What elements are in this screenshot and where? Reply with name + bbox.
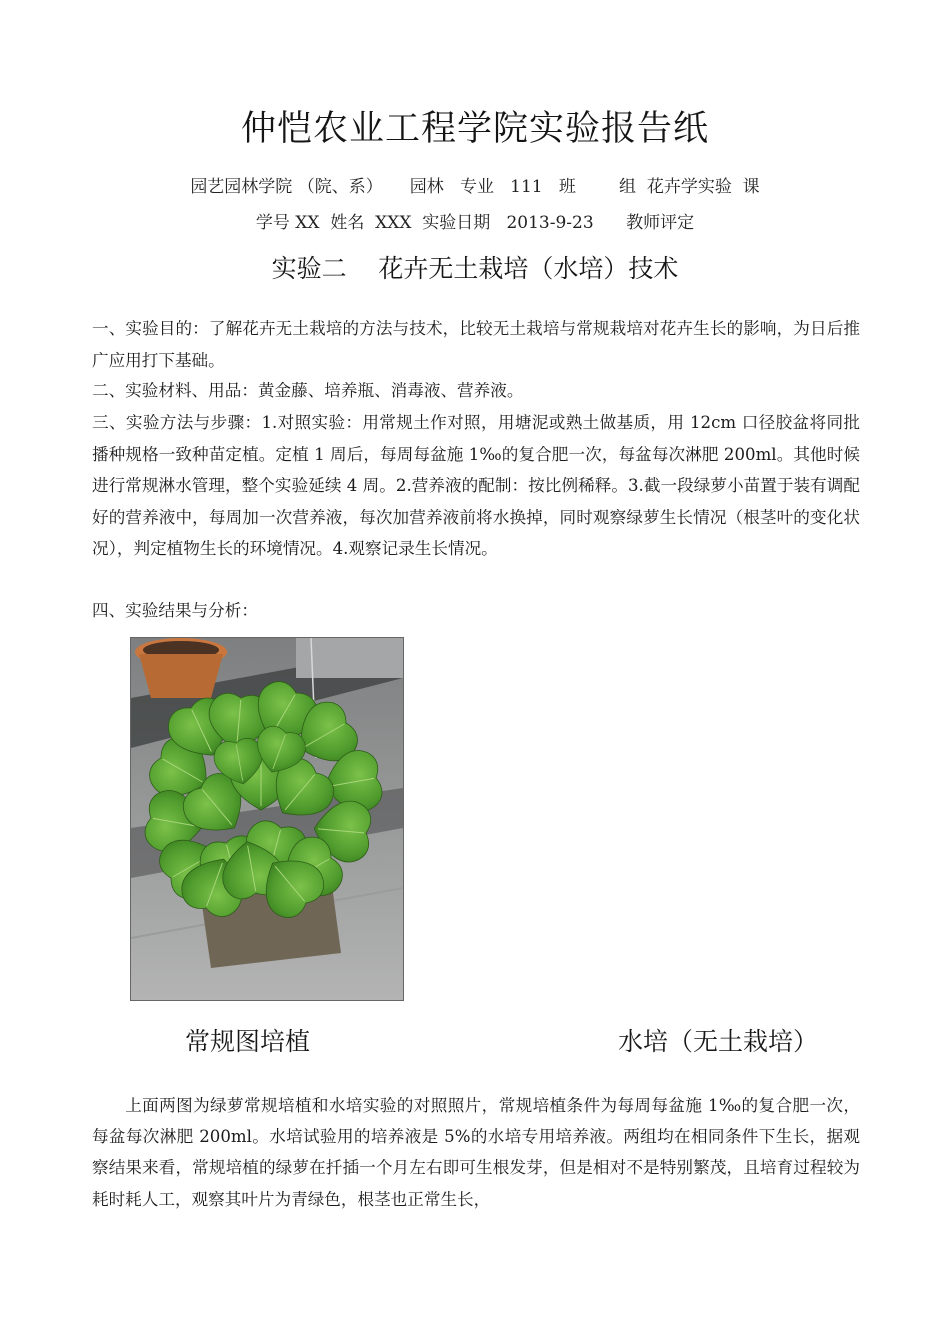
pothos-plant-photo <box>130 637 404 1001</box>
analysis-paragraph: 上面两图为绿萝常规培植和水培实验的对照照片，常规培植条件为每周每盆施 1‰的复合肥一次，每盆每次淋肥 200ml。水培试验用的培养液是 5%的水培专用培养液。两组均在相同条件下生长，据观察结果来看，常规培植的绿萝在扦插一个月左右即可生根发芽，但是相对不是特别繁茂，且培育过程较为耗时耗人工，观察其叶片为青绿色，根茎也正常生长， <box>92 1096 860 1209</box>
section-methods: 三、实验方法与步骤：1.对照实验：用常规土作对照，用塘泥或熟土做基质，用 12cm 口径胶盆将同批播种规格一致种苗定植。定植 1 周后，每周每盆施 1‰的复合肥一次，每盆每次淋肥 200ml。其他时候进行常规淋水管理，整个实验延续 4 周。2.营养液的配制：按比例稀释。3.截一段绿萝小苗置于装有调配好的营养液中，每周加一次营养液，每次加营养液前将水换掉，同时观察绿萝生长情况（根茎叶的变化状况），判定植物生长的环境情况。4.观察记录生长情况。 <box>92 413 860 558</box>
document-title: 仲恺农业工程学院实验报告纸 <box>240 109 709 149</box>
info-line-department: 园艺园林学院 （院、系） 园林 专业 111 班 组 花卉学实验 课 <box>190 177 760 197</box>
section-purpose: 一、实验目的：了解花卉无土栽培的方法与技术，比较无土栽培与常规栽培对花卉生长的影响，为日后推广应用打下基础。 <box>92 319 860 370</box>
section-results-heading: 四、实验结果与分析： <box>92 601 258 620</box>
left-photo-caption: 常规图培植 <box>185 1027 311 1056</box>
info-line-student: 学号 XX 姓名 XXX 实验日期 2013-9-23 教师评定 <box>255 213 695 233</box>
section-materials: 二、实验材料、用品：黄金藤、培养瓶、消毒液、营养液。 <box>92 381 524 400</box>
experiment-title: 实验二 花卉无土栽培（水培）技术 <box>271 254 679 283</box>
right-photo-caption: 水培（无土栽培） <box>618 1027 819 1056</box>
